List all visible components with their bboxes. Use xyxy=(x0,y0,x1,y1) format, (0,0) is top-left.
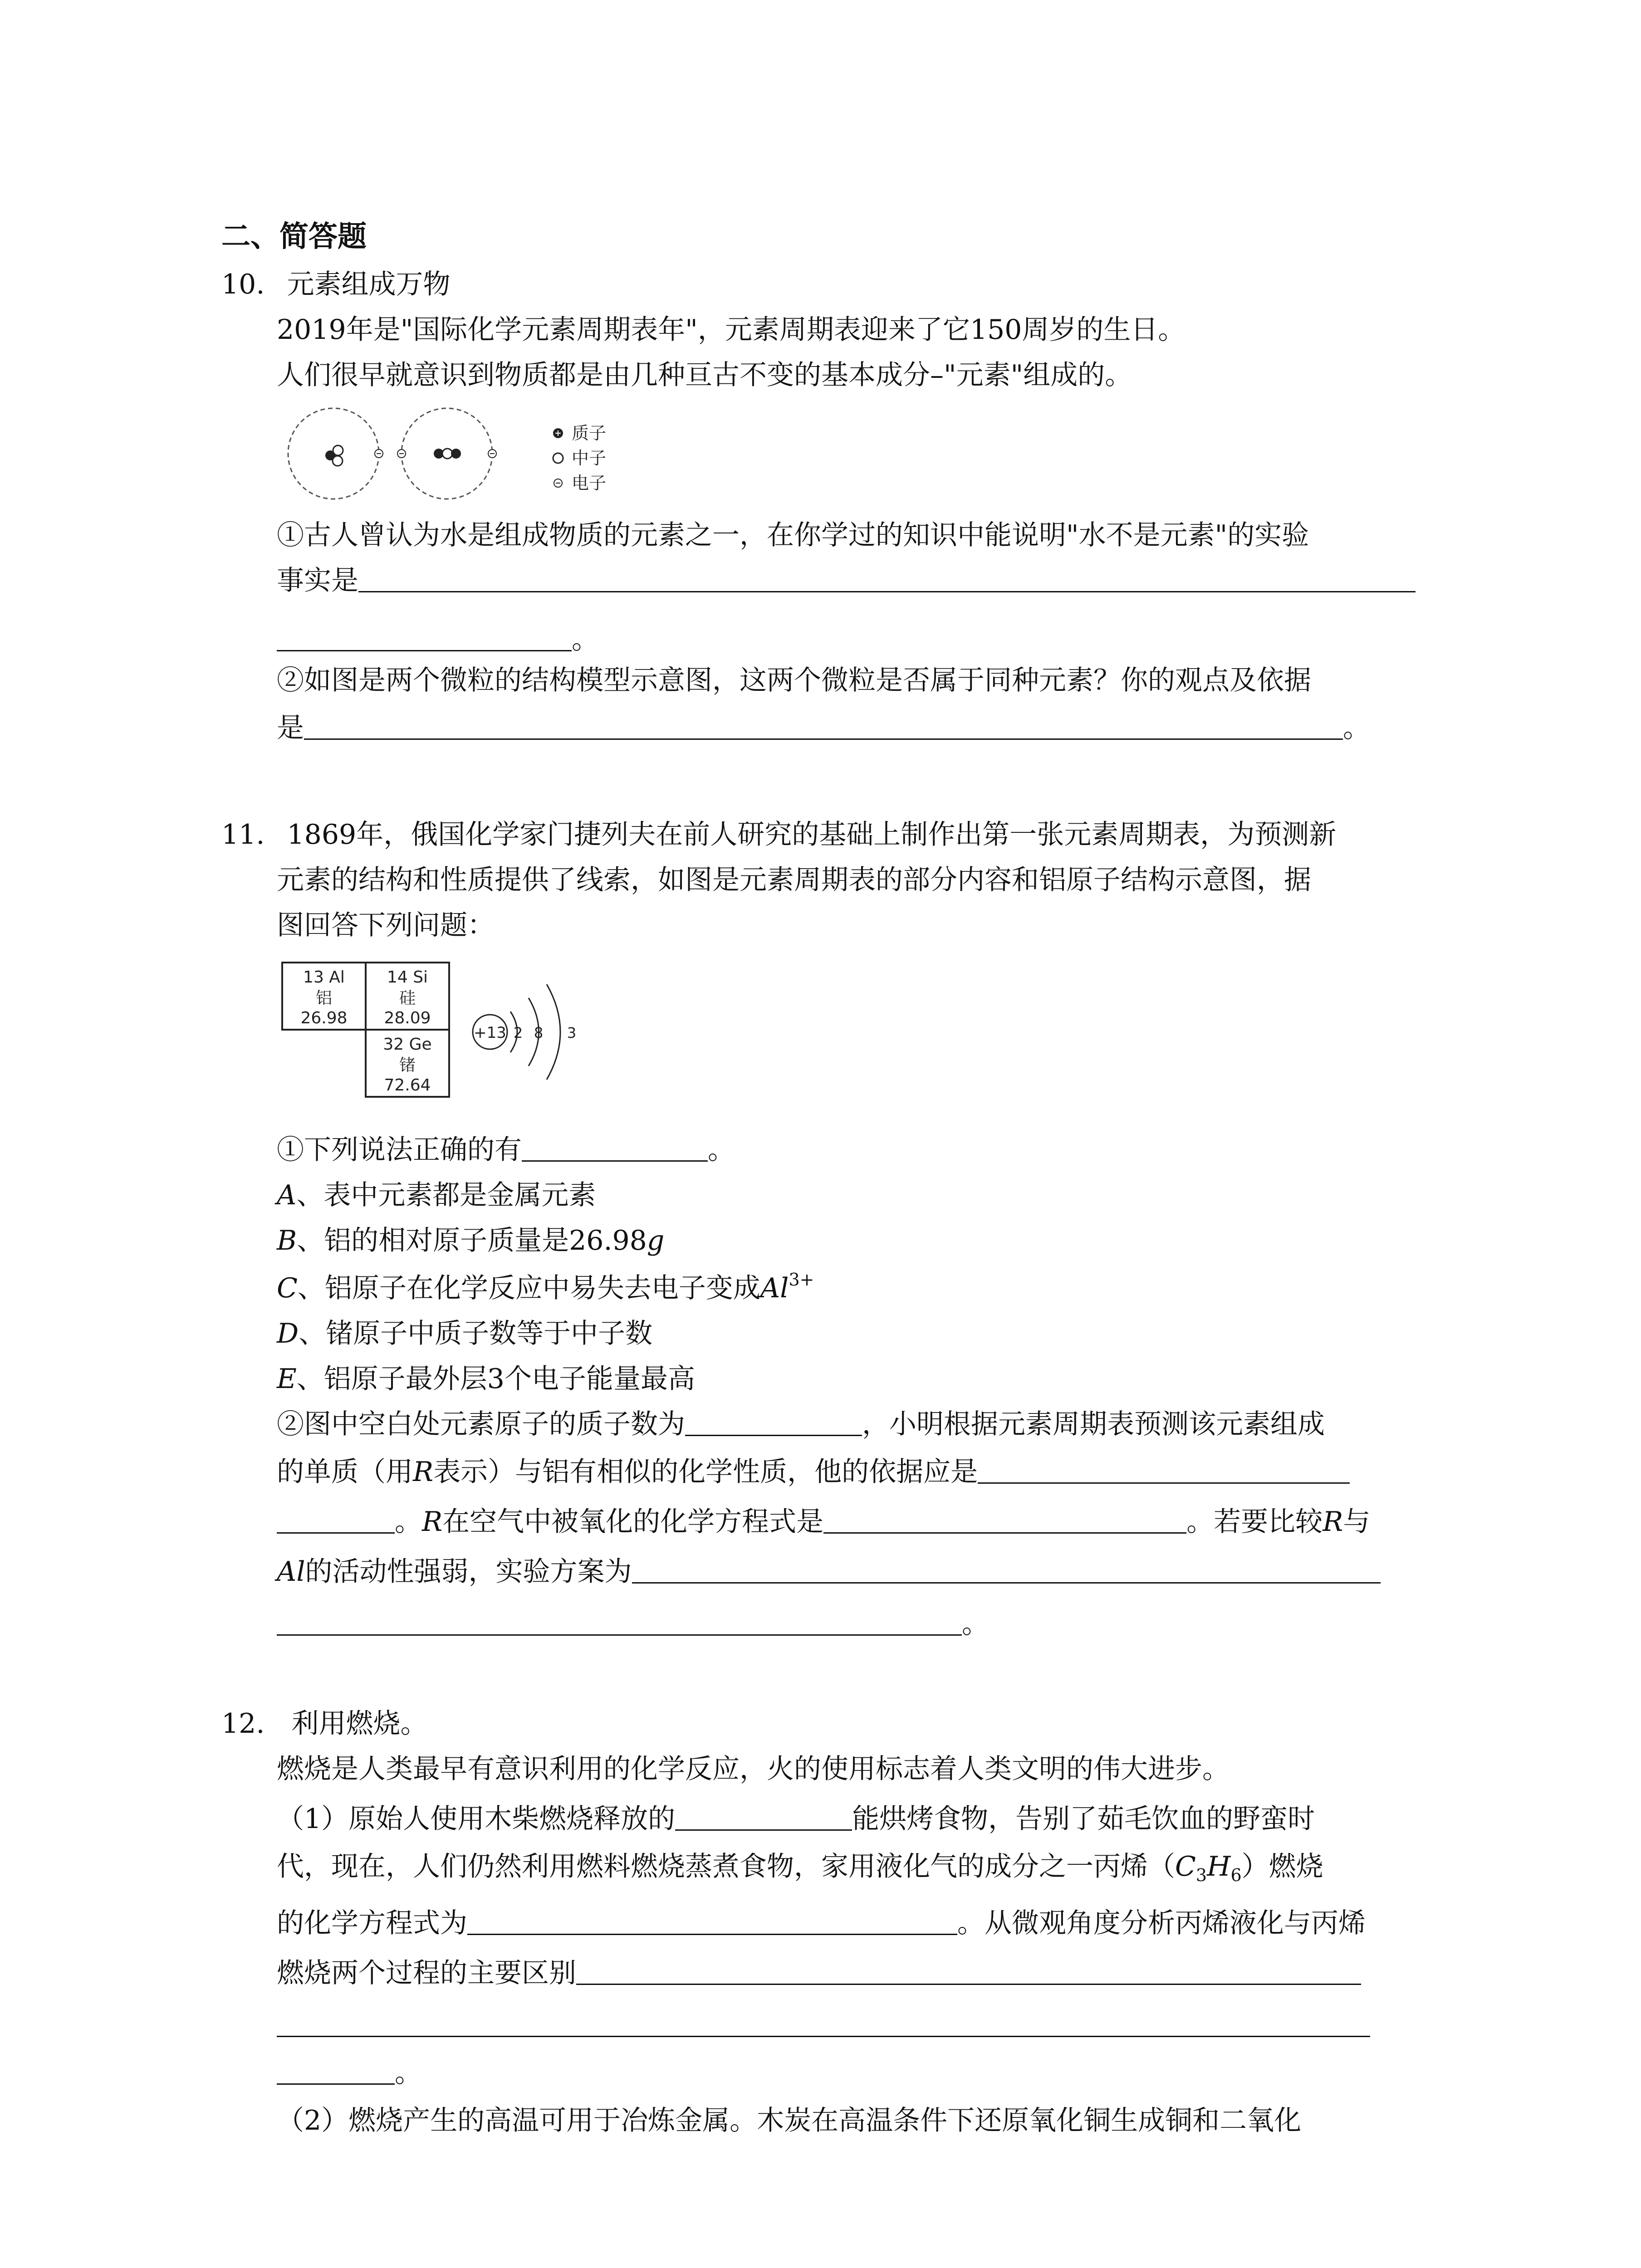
option-text: 、铝原子最外层3个电子能量最高 xyxy=(296,1363,695,1395)
q12-sub1-text-f: 。从微观角度分析丙烯液化与丙烯 xyxy=(957,1907,1366,1939)
cell-al-mass: 26.98 xyxy=(300,1009,348,1027)
q11-answer-blank-3-cont[interactable] xyxy=(277,1507,395,1534)
q11-sub1 xyxy=(277,1134,735,1166)
cell-ge-name: 锗 xyxy=(399,1056,416,1075)
q12-sub1-text-g: 燃烧两个过程的主要区别 xyxy=(277,1957,576,1989)
formula-c-count: 3 xyxy=(1195,1865,1207,1885)
q11-sub2-text-c: 的单质（用 xyxy=(277,1456,413,1488)
q12-sub1-line3 xyxy=(277,1907,1366,1939)
q11-sub2-text-f: 在空气中被氧化的化学方程式是 xyxy=(442,1506,824,1538)
symbol-r: R xyxy=(413,1456,434,1488)
q12-answer-blank-3-cont[interactable] xyxy=(277,2010,1370,2037)
q11-answer-blank-5-cont[interactable] xyxy=(277,1609,962,1636)
q11-line-1 xyxy=(221,819,1336,850)
cell-si-head: 14 Si xyxy=(387,968,428,987)
legend-neutron-icon xyxy=(553,453,563,463)
q11-sub2-text-a: ②图中空白处元素原子的质子数为 xyxy=(277,1408,685,1440)
q12-answer-blank-1[interactable] xyxy=(675,1804,852,1831)
q12-sub1-text-a: （1）原始人使用木柴燃烧释放的 xyxy=(277,1803,676,1835)
period: 。 xyxy=(395,2057,422,2089)
q12-sub2-line1: （2）燃烧产生的高温可用于冶炼金属。木炭在高温条件下还原氧化铜生成铜和二氧化 xyxy=(277,2105,1302,2136)
q10-sub2-line1: ②如图是两个微粒的结构模型示意图，这两个微粒是否属于同种元素？你的观点及依据 xyxy=(277,665,1311,696)
q11-answer-blank-2[interactable] xyxy=(685,1409,862,1436)
period: 。 xyxy=(1343,712,1370,744)
q10-answer-blank-2[interactable] xyxy=(304,713,1343,740)
q11-option-c xyxy=(277,1272,814,1304)
q11-sub2-text-h: 与 xyxy=(1343,1506,1371,1538)
q11-sub2-text-d: 表示）与铝有相似的化学性质，他的依据应是 xyxy=(433,1456,978,1488)
option-letter: E xyxy=(277,1363,297,1395)
atom-shell-count-2: 8 xyxy=(534,1024,544,1041)
atom-shell-count-1: 2 xyxy=(513,1024,523,1041)
q11-option-b xyxy=(277,1225,664,1256)
q12-sub1-text-b: 能烘烤食物，告别了茹毛饮血的野蛮时 xyxy=(852,1803,1315,1835)
q12-answer-blank-3[interactable] xyxy=(576,1958,1361,1985)
legend-electron-label: 电子 xyxy=(572,473,607,493)
option-text: 、铝的相对原子质量是26.98 xyxy=(297,1225,647,1256)
q12-sub1-line5 xyxy=(277,2009,1370,2041)
period: 。 xyxy=(708,1134,735,1166)
q11-answer-blank-1[interactable] xyxy=(522,1135,708,1162)
cell-si-name: 硅 xyxy=(399,989,416,1007)
symbol-r: R xyxy=(422,1506,443,1538)
q12-number: 12. xyxy=(221,1708,265,1740)
q12-title-line xyxy=(221,1708,428,1740)
q11-option-e xyxy=(277,1363,695,1395)
q12-sub1-line6 xyxy=(277,2057,422,2089)
q12-para-1: 燃烧是人类最早有意识利用的化学反应，火的使用标志着人类文明的伟大进步。 xyxy=(277,1753,1230,1785)
q10-sub1-prefix: 事实是 xyxy=(277,565,358,596)
formula-h: H xyxy=(1207,1851,1231,1882)
q12-answer-blank-2[interactable] xyxy=(467,1908,957,1935)
option-letter: B xyxy=(277,1225,297,1256)
q11-sub2-line5 xyxy=(277,1608,989,1640)
particle-model-figure xyxy=(277,399,649,508)
cell-ge-mass: 72.64 xyxy=(384,1076,431,1095)
q12-sub1-line4 xyxy=(277,1957,1361,1989)
q10-number: 10. xyxy=(221,269,265,300)
q12-sub1-text-e: 的化学方程式为 xyxy=(277,1907,467,1939)
period: 。 xyxy=(572,624,599,655)
q10-title: 元素组成万物 xyxy=(287,269,451,300)
q11-text-2: 元素的结构和性质提供了线索，如图是元素周期表的部分内容和铝原子结构示意图，据 xyxy=(277,864,1311,896)
q10-sub1-line1: ①古人曾认为水是组成物质的元素之一，在你学过的知识中能说明"水不是元素"的实验 xyxy=(277,519,1309,551)
q10-sub1-line2 xyxy=(277,565,1416,596)
cell-si-mass: 28.09 xyxy=(384,1009,431,1027)
particle-b-neutron xyxy=(442,449,452,459)
atom-shell-3 xyxy=(547,984,560,1080)
periodic-table-figure xyxy=(281,962,599,1102)
symbol-al: Al xyxy=(277,1556,305,1588)
q10-sub2-line2 xyxy=(277,712,1370,744)
legend-proton-label: 质子 xyxy=(572,423,607,443)
period: 。 xyxy=(962,1608,989,1640)
formula-h-count: 6 xyxy=(1230,1865,1242,1885)
section-title: 二、简答题 xyxy=(221,220,367,254)
q10-para-2: 人们很早就意识到物质都是由几种亘古不变的基本成分–"元素"组成的。 xyxy=(277,359,1132,391)
q11-sub2-text-i: 的活动性强弱，实验方案为 xyxy=(305,1556,632,1588)
cell-ge-head: 32 Ge xyxy=(383,1035,432,1054)
q11-sub2-text-b: ，小明根据元素周期表预测该元素组成 xyxy=(862,1408,1325,1440)
q11-sub1-text: ①下列说法正确的有 xyxy=(277,1134,522,1166)
q11-number: 11. xyxy=(221,819,265,850)
particle-a-neutron-2 xyxy=(333,456,343,466)
q10-answer-blank-1[interactable] xyxy=(358,566,1416,592)
particle-b-proton-2 xyxy=(451,449,461,459)
q11-answer-blank-3[interactable] xyxy=(978,1457,1350,1484)
atom-nucleus-charge: +13 xyxy=(474,1024,506,1042)
q10-sub1-line3 xyxy=(277,624,599,655)
q11-answer-blank-4[interactable] xyxy=(823,1507,1186,1534)
option-text: 、锗原子中质子数等于中子数 xyxy=(299,1318,653,1349)
q11-sub2-line1 xyxy=(277,1408,1325,1440)
atom-shell-count-3: 3 xyxy=(567,1024,577,1041)
q12-title: 利用燃烧。 xyxy=(291,1708,428,1740)
q12-answer-blank-3-end[interactable] xyxy=(277,2058,395,2085)
formula-c: C xyxy=(1175,1851,1196,1882)
option-text: 、铝原子在化学反应中易失去电子变成 xyxy=(297,1272,760,1304)
q10-answer-blank-1-cont[interactable] xyxy=(277,625,572,651)
q10-sub2-prefix: 是 xyxy=(277,712,304,744)
option-text: 、表中元素都是金属元素 xyxy=(296,1179,596,1211)
option-letter: C xyxy=(277,1272,298,1304)
q10-para-1: 2019年是"国际化学元素周期表年"，元素周期表迎来了它150周岁的生日。 xyxy=(277,314,1185,346)
q11-answer-blank-5[interactable] xyxy=(632,1557,1381,1584)
option-letter: A xyxy=(277,1179,297,1211)
q12-sub1-line1 xyxy=(277,1803,1315,1835)
q12-sub1-text-d: ）燃烧 xyxy=(1241,1851,1323,1882)
q10-title-line xyxy=(221,269,451,300)
unit: g xyxy=(647,1225,665,1256)
symbol-r: R xyxy=(1323,1506,1343,1538)
q11-option-a xyxy=(277,1179,596,1211)
q12-sub1-text-c: 代，现在，人们仍然利用燃料燃烧蒸煮食物，家用液化气的成分之一丙烯（ xyxy=(277,1851,1175,1882)
q11-sub2-line3 xyxy=(277,1506,1370,1538)
q12-sub1-line2 xyxy=(277,1851,1323,1885)
q11-sub2-line2 xyxy=(277,1456,1350,1488)
q11-sub2-text-e: 。 xyxy=(395,1506,422,1538)
legend-neutron-label: 中子 xyxy=(572,448,607,468)
q11-option-d xyxy=(277,1318,652,1349)
q11-sub2-line4 xyxy=(277,1556,1381,1588)
cell-al-head: 13 Al xyxy=(303,968,345,987)
option-letter: D xyxy=(277,1318,299,1349)
cell-al-name: 铝 xyxy=(315,989,333,1007)
ion-symbol: Al xyxy=(760,1272,789,1304)
ion-charge: 3+ xyxy=(789,1270,814,1290)
q11-text-3: 图回答下列问题： xyxy=(277,909,495,941)
q11-sub2-text-g: 。若要比较 xyxy=(1186,1506,1323,1538)
q11-text-1: 1869年，俄国化学家门捷列夫在前人研究的基础上制作出第一张元素周期表，为预测新 xyxy=(287,819,1337,850)
